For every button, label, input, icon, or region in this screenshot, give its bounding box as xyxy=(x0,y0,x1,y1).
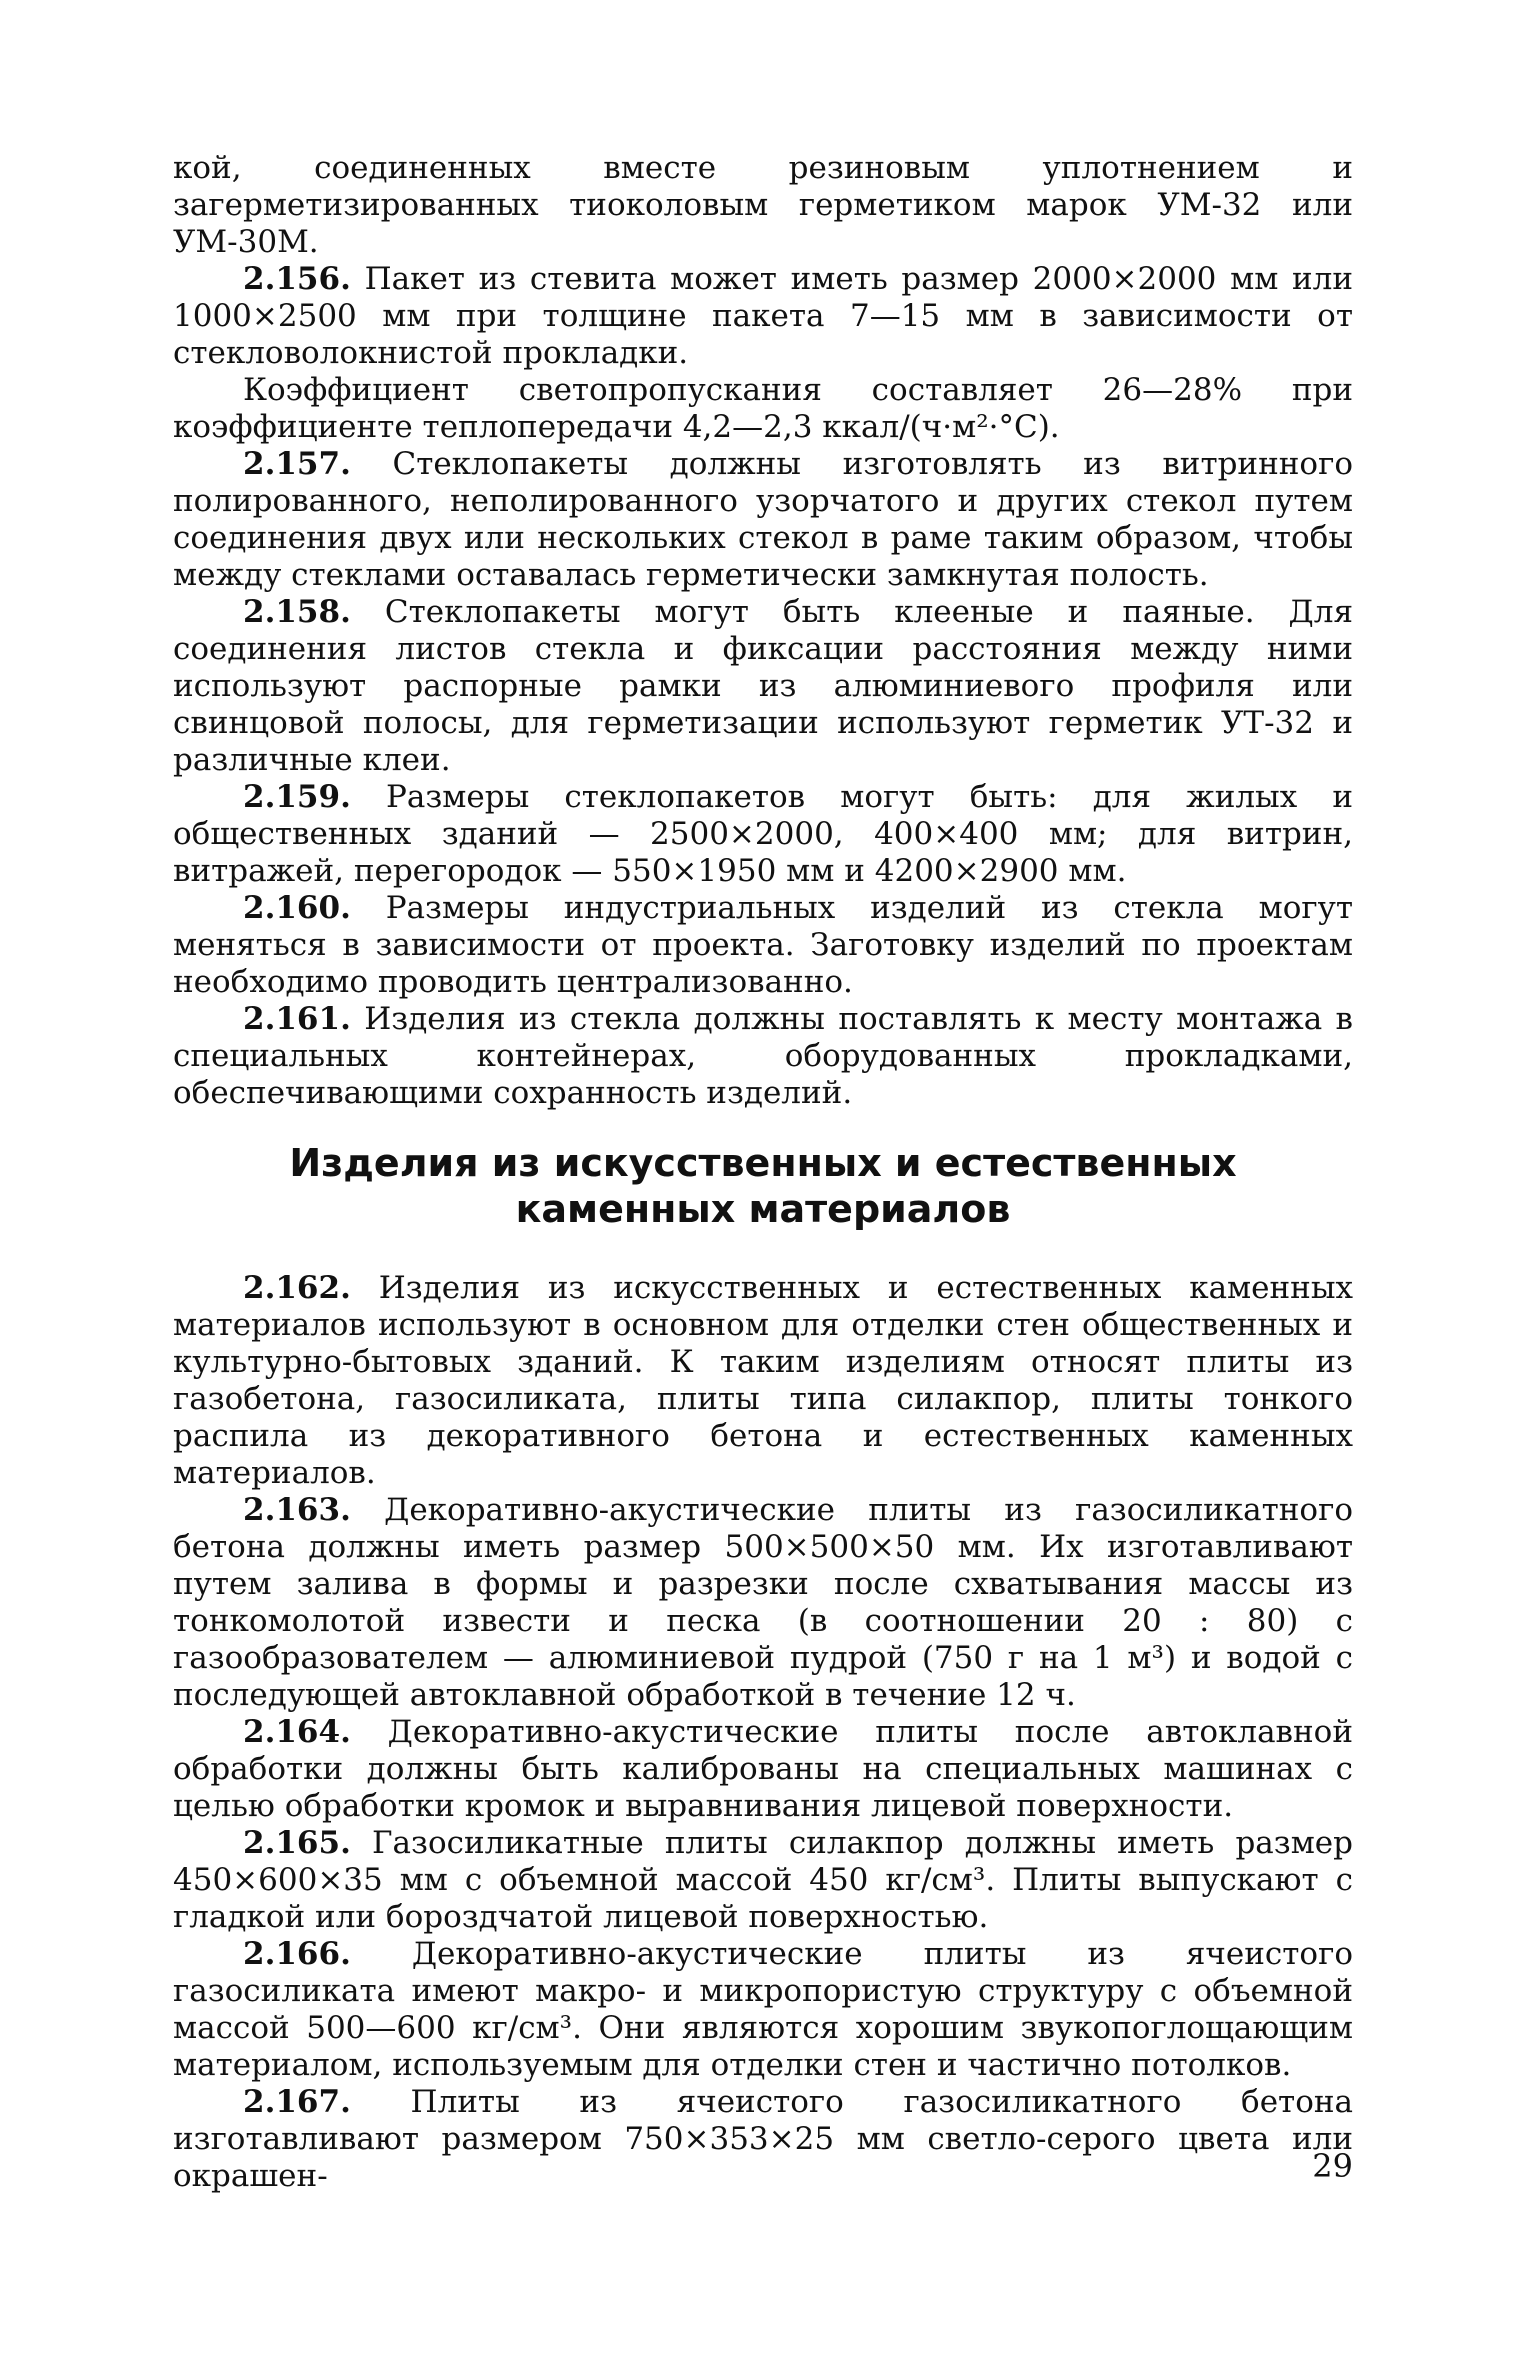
clause-number: 2.167. xyxy=(243,2084,351,2120)
paragraph xyxy=(173,1936,1353,2084)
clause-number: 2.159. xyxy=(243,779,351,815)
paragraph xyxy=(173,779,1353,890)
paragraph xyxy=(173,1001,1353,1112)
clause-number: 2.166. xyxy=(243,1936,351,1972)
paragraph xyxy=(173,150,1353,261)
paragraph-text: Размеры индустриальных изделий из стекла могут меняться в зависимости от проекта. Заготовку изделий по проектам необходимо проводить централизованно. xyxy=(173,890,1353,1000)
clause-number: 2.160. xyxy=(243,890,351,926)
text-block-top xyxy=(173,150,1353,1112)
section-heading-line-2: каменных материалов xyxy=(515,1187,1011,1231)
paragraph xyxy=(173,261,1353,372)
paragraph xyxy=(173,372,1353,446)
paragraph xyxy=(173,1714,1353,1825)
paragraph xyxy=(173,890,1353,1001)
paragraph-text: Газосиликатные плиты силакпор должны иметь размер 450×600×35 мм с объемной массой 450 кг/см³. Плиты выпускают с гладкой или бороздчатой лицевой поверхностью. xyxy=(173,1825,1353,1935)
paragraph-text: Пакет из стевита может иметь размер 2000×2000 мм или 1000×2500 мм при толщине пакета 7—15 мм в зависимости от стекловолокнистой прокладки. xyxy=(173,261,1353,371)
paragraph-text: кой, соединенных вместе резиновым уплотнением и загерметизированных тиоколовым герметиком марок УМ-32 или УМ-30М. xyxy=(173,150,1353,260)
paragraph-text: Стеклопакеты должны изготовлять из витринного полированного, неполированного узорчатого и других стекол путем соединения двух или нескольких стекол в раме таким образом, чтобы между стеклами оставалась герметически замкнутая полость. xyxy=(173,446,1353,593)
paragraph xyxy=(173,2084,1353,2195)
paragraph xyxy=(173,594,1353,779)
paragraph-text: Коэффициент светопропускания составляет 26—28% при коэффициенте теплопередачи 4,2—2,3 ккал/(ч·м²·°С). xyxy=(173,372,1353,445)
paragraph xyxy=(173,1825,1353,1936)
paragraph-text: Плиты из ячеистого газосиликатного бетона изготавливают размером 750×353×25 мм светло-серого цвета или окрашен- xyxy=(173,2084,1353,2194)
text-block-bottom xyxy=(173,1270,1353,2195)
paragraph-text: Декоративно-акустические плиты после автоклавной обработки должны быть калиброваны на специальных машинах с целью обработки кромок и выравнивания лицевой поверхности. xyxy=(173,1714,1353,1824)
paragraph-text: Изделия из искусственных и естественных каменных материалов используют в основном для отделки стен общественных и культурно-бытовых зданий. К таким изделиям относят плиты из газобетона, газосиликата, плиты типа силакпор, плиты тонкого распила из декоративного бетона и естественных каменных материалов. xyxy=(173,1270,1353,1491)
section-heading-line-1: Изделия из искусственных и естественных xyxy=(289,1141,1237,1185)
clause-number: 2.162. xyxy=(243,1270,351,1306)
paragraph xyxy=(173,1492,1353,1714)
paragraph xyxy=(173,1270,1353,1492)
paragraph-text: Размеры стеклопакетов могут быть: для жилых и общественных зданий — 2500×2000, 400×400 мм; для витрин, витражей, перегородок — 550×1950 мм и 4200×2900 мм. xyxy=(173,779,1353,889)
clause-number: 2.163. xyxy=(243,1492,351,1528)
paragraph-text: Изделия из стекла должны поставлять к месту монтажа в специальных контейнерах, оборудованных прокладками, обеспечивающими сохранность изделий. xyxy=(173,1001,1354,1111)
clause-number: 2.164. xyxy=(243,1714,351,1750)
clause-number: 2.157. xyxy=(243,446,351,482)
clause-number: 2.161. xyxy=(243,1001,351,1037)
paragraph-text: Декоративно-акустические плиты из газосиликатного бетона должны иметь размер 500×500×50 мм. Их изготавливают путем залива в формы и разрезки после схватывания массы из тонкомолотой извести и песка (в соотношении 20 : 80) с газообразователем — алюминиевой пудрой (750 г на 1 м³) и водой с последующей автоклавной обработкой в течение 12 ч. xyxy=(173,1492,1353,1713)
paragraph xyxy=(173,446,1353,594)
page-number: 29 xyxy=(1312,2147,1353,2185)
section-heading xyxy=(173,1140,1353,1232)
paragraph-text: Декоративно-акустические плиты из ячеистого газосиликата имеют макро- и микропористую структуру с объемной массой 500—600 кг/см³. Они являются хорошим звукопоглощающим материалом, используемым для отделки стен и частично потолков. xyxy=(173,1936,1353,2083)
clause-number: 2.156. xyxy=(243,261,351,297)
paragraph-text: Стеклопакеты могут быть клееные и паяные. Для соединения листов стекла и фиксации расстояния между ними используют распорные рамки из алюминиевого профиля или свинцовой полосы, для герметизации используют герметик УТ-32 и различные клеи. xyxy=(173,594,1353,778)
clause-number: 2.158. xyxy=(243,594,351,630)
clause-number: 2.165. xyxy=(243,1825,351,1861)
